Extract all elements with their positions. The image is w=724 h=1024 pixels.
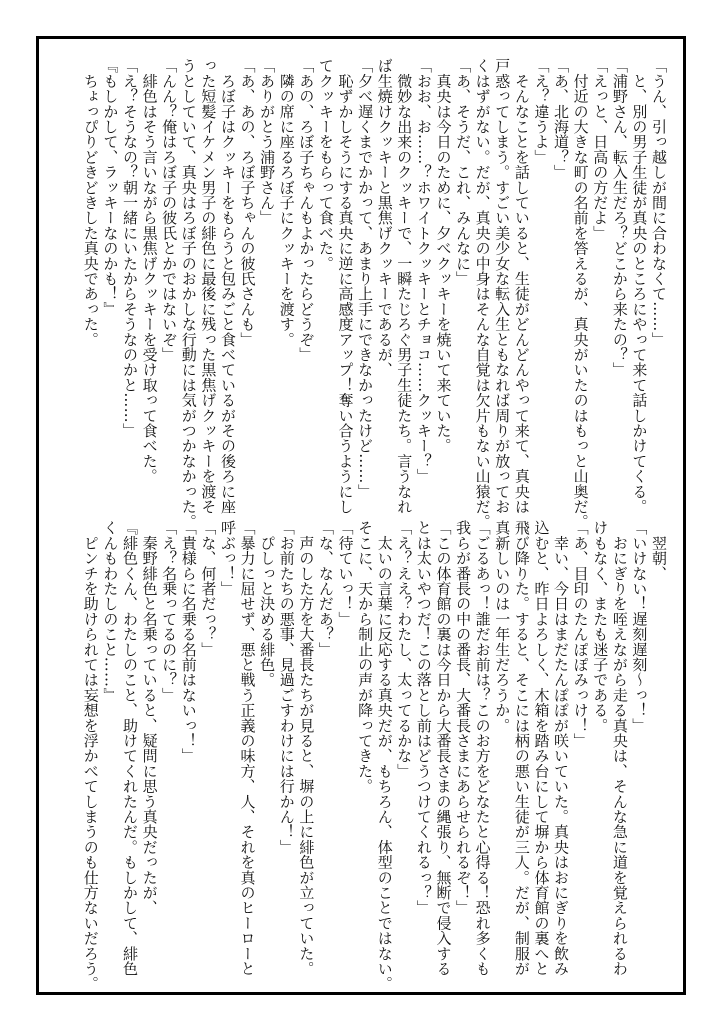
text-column: 隣の席に座るろぼ子にクッキーを渡す。 bbox=[277, 58, 296, 347]
text-column: 「えっと、日高の方だよ」 bbox=[591, 58, 610, 241]
text-column: 『緋色くん、わたしのこと、助けてくれたんだ。もしかして、緋色 bbox=[120, 520, 139, 976]
text-column: 飛び降りた。すると、そこには柄の悪い生徒が三人。だが、制服が bbox=[512, 520, 531, 976]
text-column: 「貴様らに名乗る名前はないっ！」 bbox=[179, 520, 198, 764]
text-column: 「おお、お……？ホワイトクッキーとチョコ……クッキー？」 bbox=[414, 58, 433, 484]
bottom-text-block bbox=[80, 520, 668, 990]
text-column: 込むと、昨日よろしく、木箱を踏み台にして塀から体育館の裏へと bbox=[532, 520, 551, 976]
text-column: 「お前たちの悪事、見過ごすわけには行かん！」 bbox=[277, 520, 296, 855]
text-column: 「な、なんだあ？」 bbox=[316, 520, 335, 657]
text-column: 『もしかして、ラッキーなのかも！』 bbox=[101, 58, 120, 317]
text-column: 「あ、北海道？」 bbox=[552, 58, 571, 180]
text-column: 「あ、目印のたんぽぽみっけ！」 bbox=[571, 520, 590, 748]
text-column: てクッキーをもらって食べた。 bbox=[316, 58, 335, 271]
text-column: 「え？名乗ってるのに？」 bbox=[160, 520, 179, 703]
text-column: ろぼ子はクッキーをもらうと包みごと食べているがその後ろに座 bbox=[218, 58, 237, 514]
text-column: 恥ずかしそうにする真央に逆に高感度アップ！奪い合うようにし bbox=[336, 58, 355, 514]
text-column: 「な、何者だっ？」 bbox=[199, 520, 218, 657]
text-column: 微妙な出来のクッキーで、一瞬たじろぐ男子生徒たち。言うなれ bbox=[395, 58, 414, 514]
text-column: そんなことを話していると、生徒がどんどんやって来て、真央は bbox=[512, 58, 531, 514]
text-column: くはずがない。だが、真央の中身はそんな自覚は欠片もない山猿だ。 bbox=[473, 58, 492, 530]
text-column: 「え？ええ？わたし、太ってるかな」 bbox=[395, 520, 414, 779]
text-column: 「いけない！遅刻遅刻～っ！」 bbox=[630, 520, 649, 733]
text-column: 戸惑ってしまう。すごい美少女な転入生ともなれば周りが放ってお bbox=[493, 58, 512, 514]
text-column: 我らが番長の中の番長、大番長さまにあらせられるぞ！」 bbox=[454, 520, 473, 916]
text-column: ピンチを助けられては妄想を浮かべてしまうのも仕方ないだろう。 bbox=[81, 520, 100, 992]
text-column: おにぎりを咥えながら走る真央は、そんな急に道を覚えられるわ bbox=[610, 520, 629, 976]
text-column: 「あの、ろぼ子ちゃんもよかったらどうぞ」 bbox=[297, 58, 316, 362]
text-column: 真央は今日のために、夕べクッキーを焼いて来ていた。 bbox=[434, 58, 453, 454]
text-column: 幸い、今日はまだたんぽぽが咲いていた。真央はおにぎりを飲み bbox=[552, 520, 571, 976]
text-column: とは太いやつだ！この落とし前はどうつけてくれるっ？」 bbox=[414, 520, 433, 916]
text-column: 太いの言葉に反応する真央だが、もちろん、体型のことではない。 bbox=[375, 520, 394, 992]
text-column: 「え？そうなの？朝一緒にいたからそうなのかと……」 bbox=[120, 58, 139, 438]
text-column: そこに、天から制止の声が降ってきた。 bbox=[356, 520, 375, 794]
text-column: 「待ていっ！」 bbox=[336, 520, 355, 627]
text-column: 「夕べ遅くまでかかって、あまり上手にできなかったけど……」 bbox=[356, 58, 375, 499]
text-column: 「この体育館の裏は今日から大番長さまの縄張り、無断で侵入する bbox=[434, 520, 453, 976]
text-column: 秦野緋色と名乗っていると、疑問に思う真央だったが、 bbox=[140, 520, 159, 916]
text-column: 呼ぶっ！」 bbox=[218, 520, 237, 596]
text-column: 声のした方を大番長たちが見ると、塀の上に緋色が立っていた。 bbox=[297, 520, 316, 976]
text-column: 「ごるあっ！誰だお前は？このお方をどなたと心得る！恐れ多くも bbox=[473, 520, 492, 976]
text-column: 「浦野さん、転入生だろ？どこから来たの？」 bbox=[610, 58, 629, 378]
top-text-block bbox=[80, 58, 668, 530]
text-column: 付近の大きな町の名前を答えるが、真央がいたのはもっと山奥だ。 bbox=[571, 58, 590, 530]
text-column: と、別の男子生徒が真央のところにやって来て話しかけてくる。 bbox=[630, 58, 649, 514]
text-column: くんもわたしのこと……』 bbox=[101, 520, 120, 703]
text-column: 「あ、そうだ、これ、みんなに」 bbox=[454, 58, 473, 286]
text-column: 「ありがとう浦野さん」 bbox=[258, 58, 277, 226]
text-column: った短髪イケメン男子の緋色に最後に残った黒焦げクッキーを渡そ bbox=[199, 58, 218, 514]
text-column: 「え？違うよ」 bbox=[532, 58, 551, 165]
text-column: 「あ、あの、ろぼ子ちゃんの彼氏さんも」 bbox=[238, 58, 257, 347]
text-column: けもなく、またも迷子である。 bbox=[591, 520, 610, 733]
text-column: 翌朝、 bbox=[650, 520, 668, 581]
text-column: ぴしっと決める緋色。 bbox=[258, 520, 277, 688]
text-column: 「うん、引っ越しが間に合わなくて……」 bbox=[650, 58, 668, 347]
text-column: ちょっぴりどきどきした真央であった。 bbox=[81, 58, 100, 347]
text-column: 「んん？俺はろぼ子の彼氏とかではないぞ」 bbox=[160, 58, 179, 362]
text-column: 「暴力に屈せず、悪と戦う正義の味方、人、それを真のヒーローと bbox=[238, 520, 257, 976]
text-column: 真新しいのは一年生だろうか。 bbox=[493, 520, 512, 733]
text-column: 緋色はそう言いながら黒焦げクッキーを受け取って食べた。 bbox=[140, 58, 159, 484]
text-column: ば生焼けクッキーと黒焦げクッキーであるが、 bbox=[375, 58, 394, 378]
text-column: うとしていて、真央はろぼ子のおかしな行動には気がつかなかった。 bbox=[179, 58, 198, 530]
